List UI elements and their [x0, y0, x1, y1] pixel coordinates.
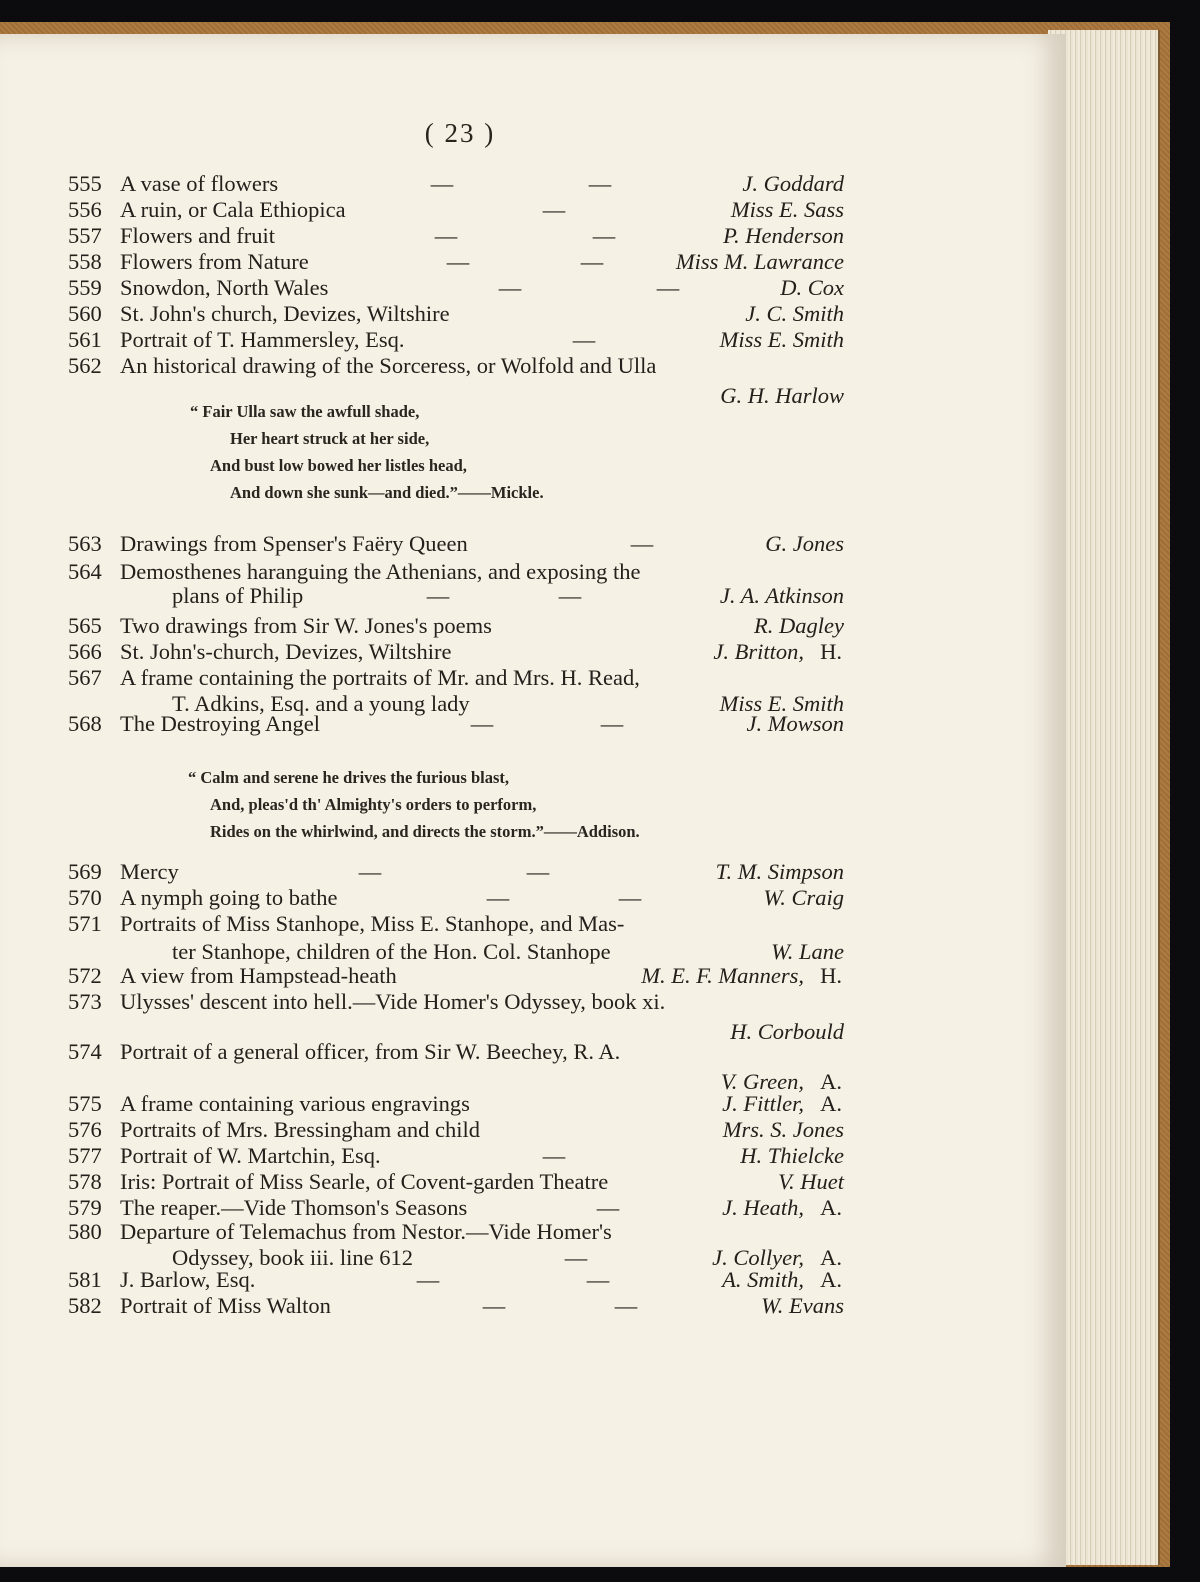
entry-number: 555 — [68, 171, 102, 196]
entry-dash: — — [434, 223, 458, 248]
entry-title: Demosthenes haranguing the Athenians, and exposing the — [120, 559, 641, 584]
catalogue-entry — [0, 352, 1066, 380]
entry-title-continued: Odyssey, book iii. line 612 — [172, 1245, 414, 1270]
entry-artist: D. Cox — [780, 275, 844, 300]
entry-dash: — — [486, 885, 510, 910]
entry-honour: H. — [820, 639, 842, 664]
entry-dash: — — [558, 583, 582, 608]
entry-dash: — — [592, 223, 616, 248]
entry-dash: — — [588, 171, 612, 196]
quote-sorceress — [190, 398, 544, 506]
entry-title-continued: T. Adkins, Esq. and a young lady — [172, 691, 470, 716]
entry-title-continued: plans of Philip — [172, 583, 304, 608]
catalogue-entry — [0, 1090, 1066, 1118]
entry-artist: J. Heath, — [722, 1195, 804, 1220]
entry-title: A frame containing various engravings — [120, 1091, 470, 1116]
entry-artist: W. Lane — [771, 939, 844, 964]
catalogue-entry — [0, 274, 1066, 302]
quote-line: Rides on the whirlwind, and directs the storm.”——Addison. — [210, 822, 640, 841]
catalogue-entry — [0, 530, 1066, 558]
entry-title: Mercy — [120, 859, 179, 884]
entry-number: 567 — [68, 665, 102, 690]
catalogue-entry — [0, 612, 1066, 640]
catalogue-entry — [0, 664, 1066, 692]
entry-artist: Miss E. Sass — [730, 197, 844, 222]
quote-line: “ Fair Ulla saw the awfull shade, — [190, 402, 420, 421]
entry-number: 565 — [68, 613, 102, 638]
entry-title: The Destroying Angel — [120, 711, 320, 736]
entry-number: 562 — [68, 353, 102, 378]
entry-artist: J. Fittler, — [722, 1091, 804, 1116]
entry-dash: — — [656, 275, 680, 300]
catalogue-entry — [0, 638, 1066, 666]
entry-dash: — — [614, 1293, 638, 1318]
entry-number: 578 — [68, 1169, 102, 1194]
catalogue-entry — [0, 326, 1066, 354]
entry-dash: — — [430, 171, 454, 196]
entry-artist: T. M. Simpson — [715, 859, 844, 884]
quote-line: And, pleas'd th' Almighty's orders to perform, — [210, 795, 537, 814]
catalogue-entry — [0, 1218, 1066, 1246]
entry-dash: — — [542, 197, 566, 222]
page-number: ( 23 ) — [424, 118, 496, 148]
catalogue-entry — [0, 710, 1066, 738]
entry-artist: V. Green, — [720, 1069, 804, 1094]
entry-number: 582 — [68, 1293, 102, 1318]
entry-title: Ulysses' descent into hell.—Vide Homer's Odyssey, book xi. — [120, 989, 666, 1014]
entry-number: 571 — [68, 911, 102, 936]
entry-artist: H. Thielcke — [740, 1143, 844, 1168]
entry-number: 581 — [68, 1267, 102, 1292]
catalogue-entry — [0, 300, 1066, 328]
entry-artist: Mrs. S. Jones — [722, 1117, 844, 1142]
entry-number: 576 — [68, 1117, 102, 1142]
entry-title: A ruin, or Cala Ethiopica — [120, 197, 346, 222]
entry-number: 580 — [68, 1219, 102, 1244]
entry-number: 574 — [68, 1039, 102, 1064]
entry-title: Departure of Telemachus from Nestor.—Vide Homer's — [120, 1219, 612, 1244]
entry-dash: — — [470, 711, 494, 736]
entry-artist: Miss M. Lawrance — [675, 249, 844, 274]
quote-line: Her heart struck at her side, — [230, 429, 430, 448]
entry-number: 561 — [68, 327, 102, 352]
entry-number: 573 — [68, 989, 102, 1014]
entry-title: Snowdon, North Wales — [120, 275, 329, 300]
catalogue-entry — [0, 988, 1066, 1016]
entry-number: 570 — [68, 885, 102, 910]
catalogue-entry-continuation — [0, 582, 1066, 610]
entry-title: Portrait of W. Martchin, Esq. — [120, 1143, 381, 1168]
entry-dash: — — [600, 711, 624, 736]
catalogue-entry — [0, 248, 1066, 276]
entry-honour: A. — [820, 1267, 842, 1292]
entry-title: The reaper.—Vide Thomson's Seasons — [120, 1195, 468, 1220]
entry-title: Drawings from Spenser's Faëry Queen — [120, 531, 468, 556]
entry-title: A vase of flowers — [120, 171, 279, 196]
entry-artist: R. Dagley — [754, 613, 844, 638]
entry-number: 559 — [68, 275, 102, 300]
entry-number: 563 — [68, 531, 102, 556]
entry-dash: — — [482, 1293, 506, 1318]
entry-artist: J. Britton, — [713, 639, 804, 664]
entry-dash: — — [358, 859, 382, 884]
entry-number: 568 — [68, 711, 102, 736]
entry-number: 579 — [68, 1195, 102, 1220]
entry-title: Portraits of Mrs. Bressingham and child — [120, 1117, 480, 1142]
catalogue-entry — [0, 962, 1066, 990]
entry-title: Two drawings from Sir W. Jones's poems — [120, 613, 492, 638]
entry-artist: G. H. Harlow — [720, 383, 844, 408]
entry-artist: W. Craig — [763, 885, 844, 910]
catalogue-entry — [0, 884, 1066, 912]
catalogue-entry — [0, 196, 1066, 224]
entry-dash: — — [564, 1245, 588, 1270]
entry-title: Portrait of a general officer, from Sir W. Beechey, R. A. — [120, 1039, 621, 1064]
entry-title: Portrait of T. Hammersley, Esq. — [120, 327, 405, 352]
entry-title: A nymph going to bathe — [120, 885, 338, 910]
entry-title: Iris: Portrait of Miss Searle, of Covent-garden Theatre — [120, 1169, 609, 1194]
entry-dash: — — [572, 327, 596, 352]
catalogue-entry — [0, 170, 1066, 198]
entry-number: 575 — [68, 1091, 102, 1116]
entry-title: Flowers and fruit — [120, 223, 275, 248]
entry-dash: — — [580, 249, 604, 274]
entry-dash: — — [618, 885, 642, 910]
entry-artist: J. Collyer, — [712, 1245, 804, 1270]
quote-line: And down she sunk—and died.”——Mickle. — [230, 483, 544, 502]
catalogue-entry — [0, 1038, 1066, 1066]
entry-artist: Miss E. Smith — [719, 327, 844, 352]
entry-dash: — — [542, 1143, 566, 1168]
entry-artist: J. Mowson — [746, 711, 844, 736]
entry-number: 569 — [68, 859, 102, 884]
entry-artist: H. Corbould — [730, 1019, 844, 1044]
entry-honour: A. — [820, 1245, 842, 1270]
entry-number: 558 — [68, 249, 102, 274]
quote-line: And bust low bowed her listles head, — [210, 456, 467, 475]
entry-number: 556 — [68, 197, 102, 222]
entry-dash: — — [446, 249, 470, 274]
entry-title: Portraits of Miss Stanhope, Miss E. Stanhope, and Mas- — [120, 911, 625, 936]
entry-artist: A. Smith, — [722, 1267, 804, 1292]
entry-honour: H. — [820, 963, 842, 988]
catalogue-entry — [0, 1168, 1066, 1196]
entry-number: 566 — [68, 639, 102, 664]
entry-dash: — — [416, 1267, 440, 1292]
entry-title-continued: ter Stanhope, children of the Hon. Col. Stanhope — [172, 939, 611, 964]
catalogue-entry — [0, 858, 1066, 886]
quote-line: “ Calm and serene he drives the furious blast, — [188, 768, 509, 787]
entry-title: St. John's church, Devizes, Wiltshire — [120, 301, 450, 326]
entry-artist: G. Jones — [765, 531, 844, 556]
entry-artist: Miss E. Smith — [719, 691, 844, 716]
catalogue-entry — [0, 1116, 1066, 1144]
entry-artist: W. Evans — [761, 1293, 844, 1318]
entry-dash: — — [526, 859, 550, 884]
entry-title: An historical drawing of the Sorceress, or Wolfold and Ulla — [120, 353, 657, 378]
catalogue-entry — [0, 910, 1066, 938]
entry-dash: — — [586, 1267, 610, 1292]
entry-artist: V. Huet — [778, 1169, 844, 1194]
quote-angel — [188, 764, 640, 845]
entry-title: A view from Hampstead-heath — [120, 963, 397, 988]
entry-number: 572 — [68, 963, 102, 988]
entry-honour: A. — [820, 1091, 842, 1116]
entry-title: J. Barlow, Esq. — [120, 1267, 256, 1292]
entry-dash: — — [498, 275, 522, 300]
entry-title: St. John's-church, Devizes, Wiltshire — [120, 639, 452, 664]
entry-dash: — — [596, 1195, 620, 1220]
entry-number: 577 — [68, 1143, 102, 1168]
entry-artist: M. E. F. Manners, — [641, 963, 804, 988]
entry-honour: A. — [820, 1195, 842, 1220]
entry-dash: — — [426, 583, 450, 608]
entry-artist: J. C. Smith — [745, 301, 844, 326]
catalogue-entry — [0, 1292, 1066, 1320]
entry-artist: P. Henderson — [723, 223, 844, 248]
entry-number: 560 — [68, 301, 102, 326]
catalogue-entry — [0, 1266, 1066, 1294]
entry-title: Flowers from Nature — [120, 249, 309, 274]
entry-artist: J. A. Atkinson — [719, 583, 844, 608]
entry-title: Portrait of Miss Walton — [120, 1293, 331, 1318]
entry-dash: — — [630, 531, 654, 556]
entry-title: A frame containing the portraits of Mr. and Mrs. H. Read, — [120, 665, 640, 690]
entry-artist: J. Goddard — [742, 171, 844, 196]
catalogue-entry — [0, 222, 1066, 250]
catalogue-entry — [0, 1142, 1066, 1170]
entry-number: 557 — [68, 223, 102, 248]
entry-honour: A. — [820, 1069, 842, 1094]
entry-number: 564 — [68, 559, 102, 584]
